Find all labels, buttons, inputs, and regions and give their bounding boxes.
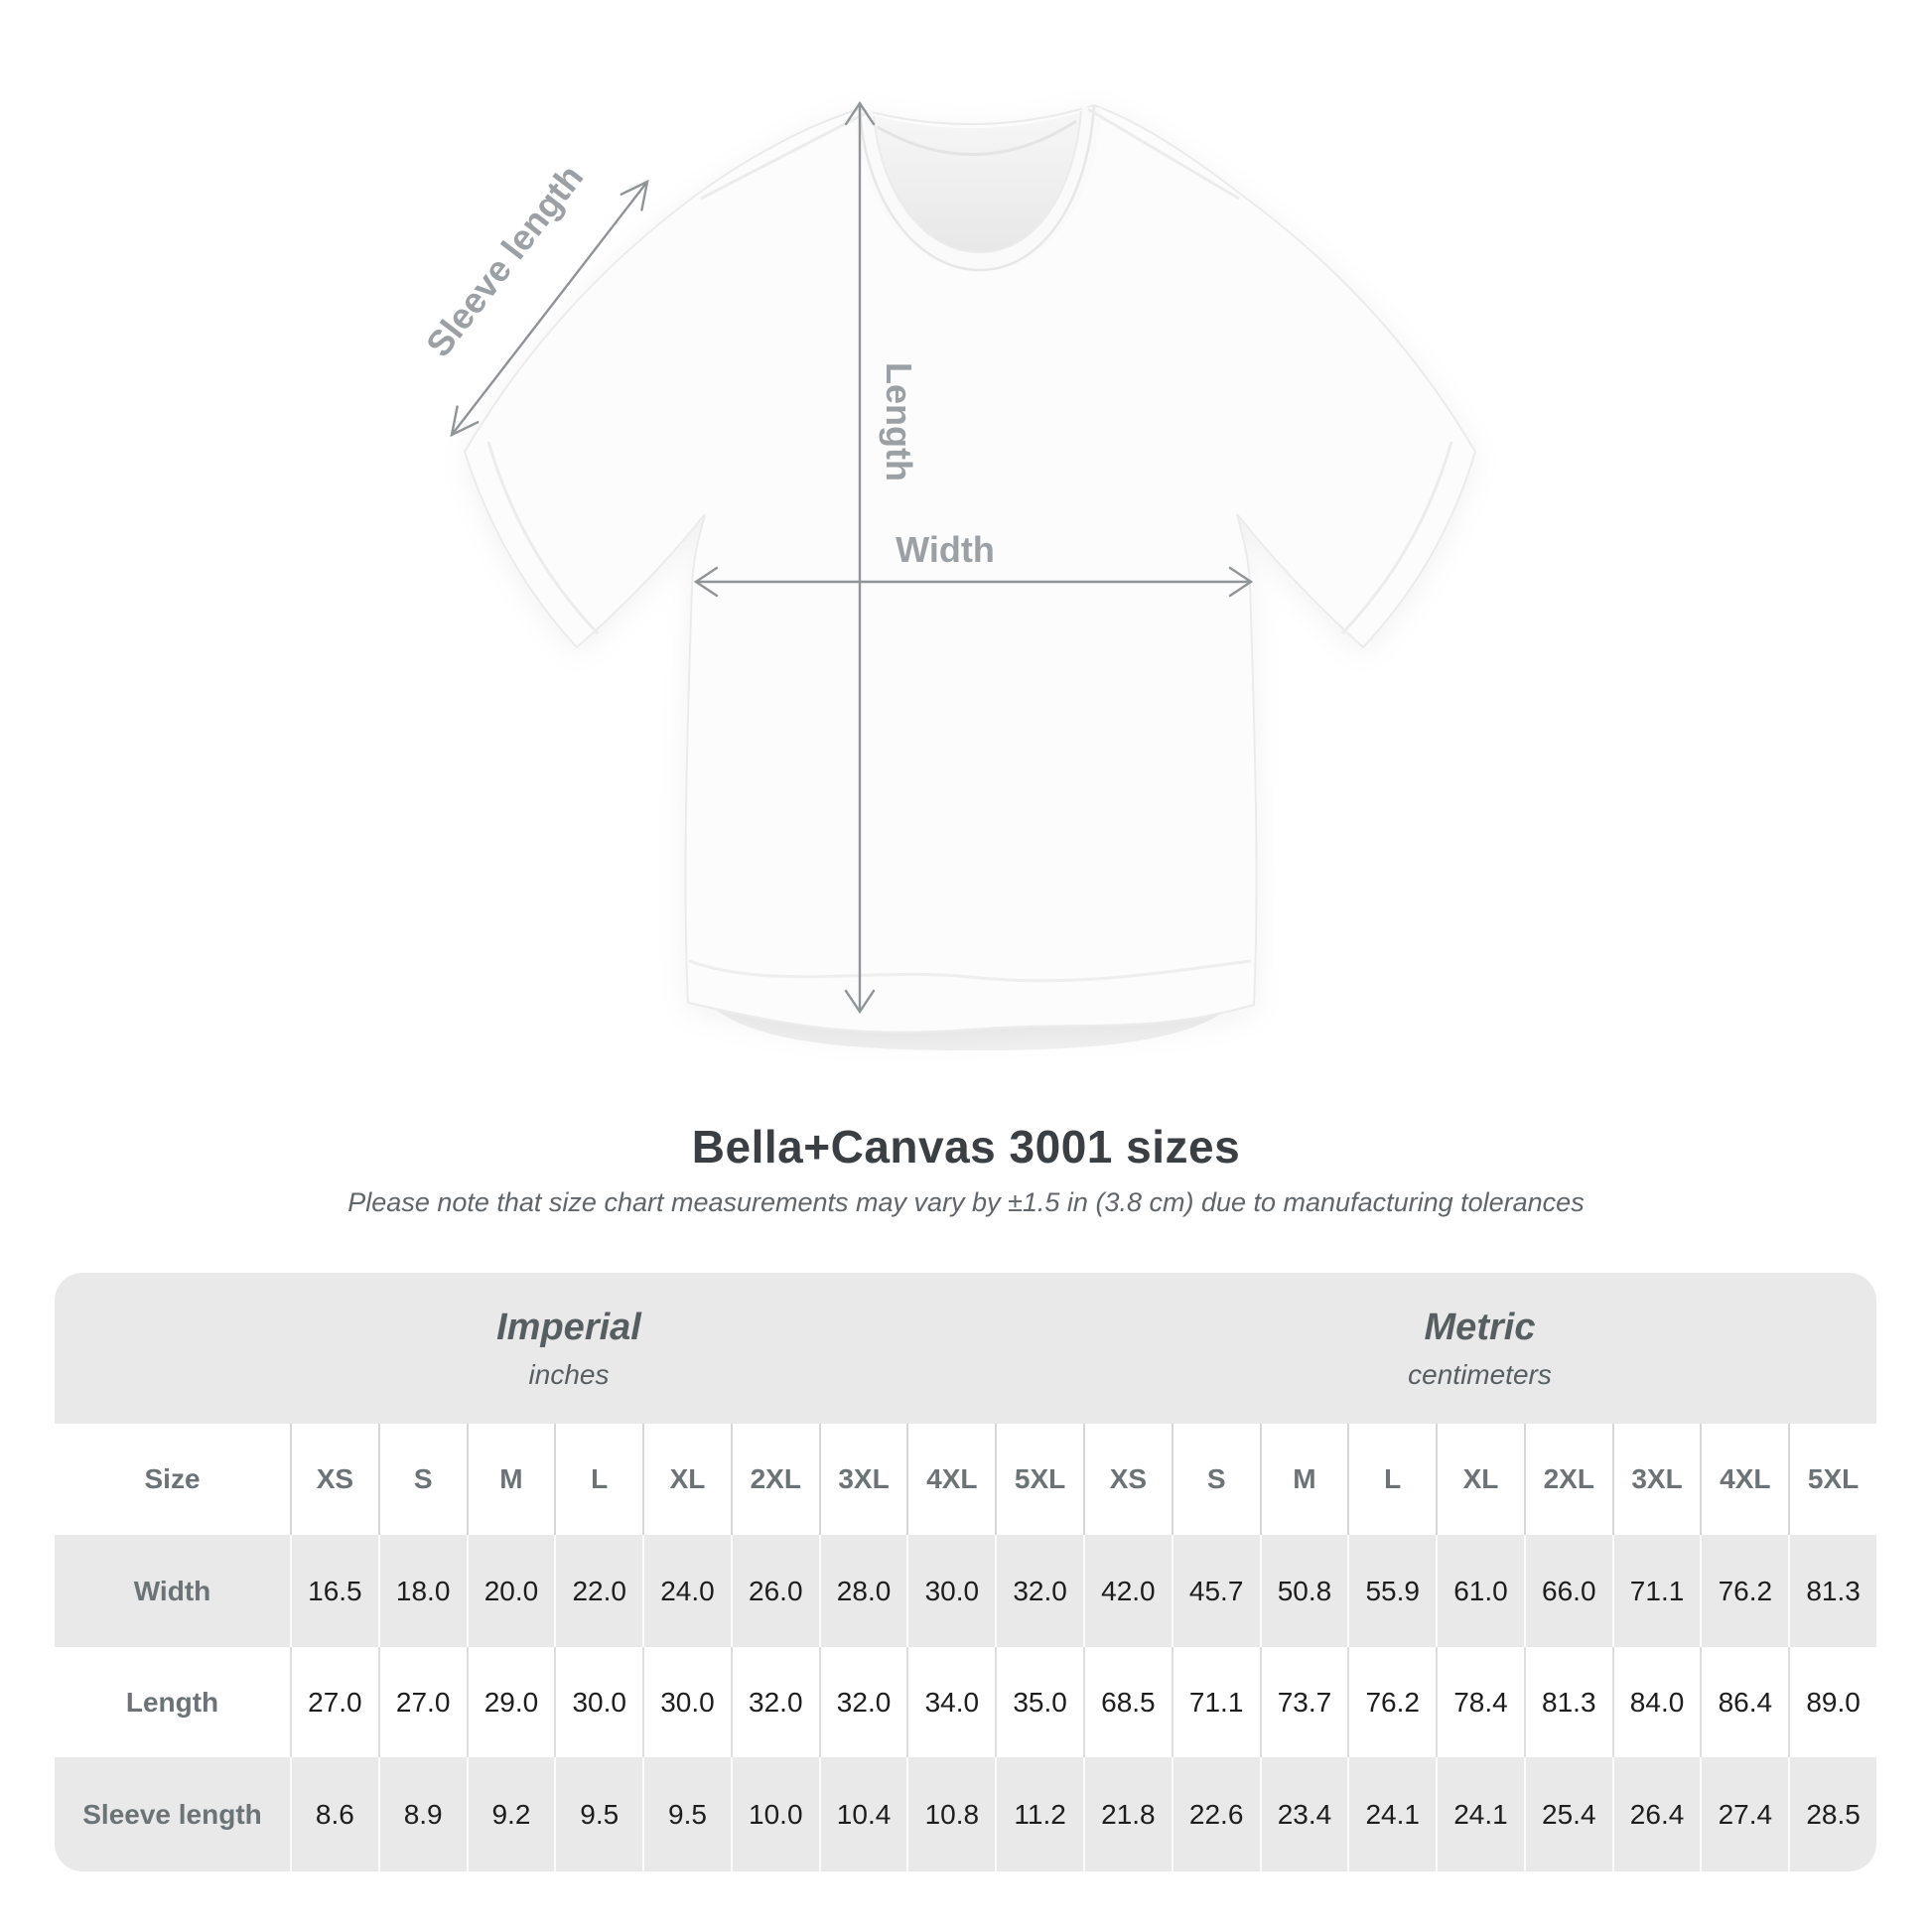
size-header-metric-5xl: 5XL [1788,1424,1876,1535]
table-cell: 21.8 [1083,1757,1172,1871]
table-cell: 10.8 [906,1757,995,1871]
row-label: Width [133,1575,211,1606]
table-cell: 81.3 [1788,1535,1876,1647]
sleeve-length-label: Sleeve length [417,157,592,364]
size-header-imperial-2xl: 2XL [731,1424,819,1535]
table-cell: 35.0 [995,1647,1083,1757]
size-header-row [55,1424,1876,1535]
size-header-metric-3xl: 3XL [1612,1424,1701,1535]
heading-block [0,1120,1932,1218]
table-cell: 71.1 [1172,1647,1260,1757]
row-label: Length [125,1686,219,1718]
table-cell: 34.0 [906,1647,995,1757]
table-cell: 42.0 [1083,1535,1172,1647]
table-cell: 9.2 [467,1757,555,1871]
table-cell: 8.9 [378,1757,467,1871]
table-cell: 8.6 [290,1757,378,1871]
table-cell: 24.0 [642,1535,731,1647]
size-table [55,1273,1876,1871]
table-cell: 89.0 [1788,1647,1876,1757]
metric-band [1083,1273,1876,1424]
size-header-imperial-s: S [378,1424,467,1535]
table-cell: 22.6 [1172,1757,1260,1871]
table-cell: 20.0 [467,1535,555,1647]
row-label: Sleeve length [82,1798,262,1830]
table-cell: 24.1 [1347,1757,1436,1871]
table-cell: 18.0 [378,1535,467,1647]
imperial-band [55,1273,1083,1424]
table-cell: 30.0 [642,1647,731,1757]
page-title: Bella+Canvas 3001 sizes [691,1121,1241,1173]
size-header-metric-s: S [1172,1424,1260,1535]
size-header-metric-4xl: 4XL [1700,1424,1788,1535]
size-header-imperial-3xl: 3XL [819,1424,907,1535]
table-cell: 32.0 [731,1647,819,1757]
imperial-title: Imperial [496,1306,641,1348]
table-cell: 32.0 [819,1647,907,1757]
width-label: Width [896,529,995,570]
table-cell: 66.0 [1524,1535,1612,1647]
size-header-imperial-m: M [467,1424,555,1535]
size-header-imperial-4xl: 4XL [906,1424,995,1535]
table-cell: 10.4 [819,1757,907,1871]
table-cell: 30.0 [554,1647,642,1757]
table-cell: 27.0 [290,1647,378,1757]
table-cell: 50.8 [1260,1535,1348,1647]
table-row-sleeve-length [55,1757,1876,1871]
table-cell: 84.0 [1612,1647,1701,1757]
table-cell: 76.2 [1700,1535,1788,1647]
table-row-width [55,1535,1876,1647]
imperial-unit: inches [528,1358,610,1390]
table-cell: 24.1 [1436,1757,1524,1871]
table-row-length [55,1647,1876,1757]
size-header-imperial-xs: XS [290,1424,378,1535]
size-header-metric-m: M [1260,1424,1348,1535]
size-header-metric-xl: XL [1436,1424,1524,1535]
table-cell: 30.0 [906,1535,995,1647]
table-cell: 27.4 [1700,1757,1788,1871]
table-cell: 81.3 [1524,1647,1612,1757]
length-label: Length [879,362,919,482]
page-subtitle: Please note that size chart measurements may vary by ±1.5 in (3.8 cm) due to manufacturing tolerances [347,1187,1585,1217]
unit-band-row [55,1273,1876,1424]
table-cell: 28.0 [819,1535,907,1647]
table-cell: 73.7 [1260,1647,1348,1757]
size-column-header: Size [144,1463,201,1494]
size-header-imperial-l: L [554,1424,642,1535]
table-cell: 55.9 [1347,1535,1436,1647]
metric-title: Metric [1424,1306,1536,1348]
size-header-metric-xs: XS [1083,1424,1172,1535]
size-header-metric-l: L [1347,1424,1436,1535]
table-cell: 71.1 [1612,1535,1701,1647]
table-cell: 22.0 [554,1535,642,1647]
table-cell: 68.5 [1083,1647,1172,1757]
table-cell: 9.5 [554,1757,642,1871]
table-cell: 32.0 [995,1535,1083,1647]
tshirt-graphic [465,105,1475,1050]
size-header-metric-2xl: 2XL [1524,1424,1612,1535]
table-cell: 23.4 [1260,1757,1348,1871]
table-cell: 28.5 [1788,1757,1876,1871]
table-cell: 76.2 [1347,1647,1436,1757]
table-cell: 16.5 [290,1535,378,1647]
metric-unit: centimeters [1408,1358,1552,1390]
size-header-imperial-xl: XL [642,1424,731,1535]
table-cell: 11.2 [995,1757,1083,1871]
size-header-imperial-5xl: 5XL [995,1424,1083,1535]
table-cell: 26.0 [731,1535,819,1647]
table-cell: 61.0 [1436,1535,1524,1647]
table-cell: 10.0 [731,1757,819,1871]
table-cell: 45.7 [1172,1535,1260,1647]
table-cell: 27.0 [378,1647,467,1757]
table-cell: 25.4 [1524,1757,1612,1871]
table-cell: 9.5 [642,1757,731,1871]
table-cell: 29.0 [467,1647,555,1757]
table-cell: 26.4 [1612,1757,1701,1871]
table-cell: 78.4 [1436,1647,1524,1757]
table-cell: 86.4 [1700,1647,1788,1757]
